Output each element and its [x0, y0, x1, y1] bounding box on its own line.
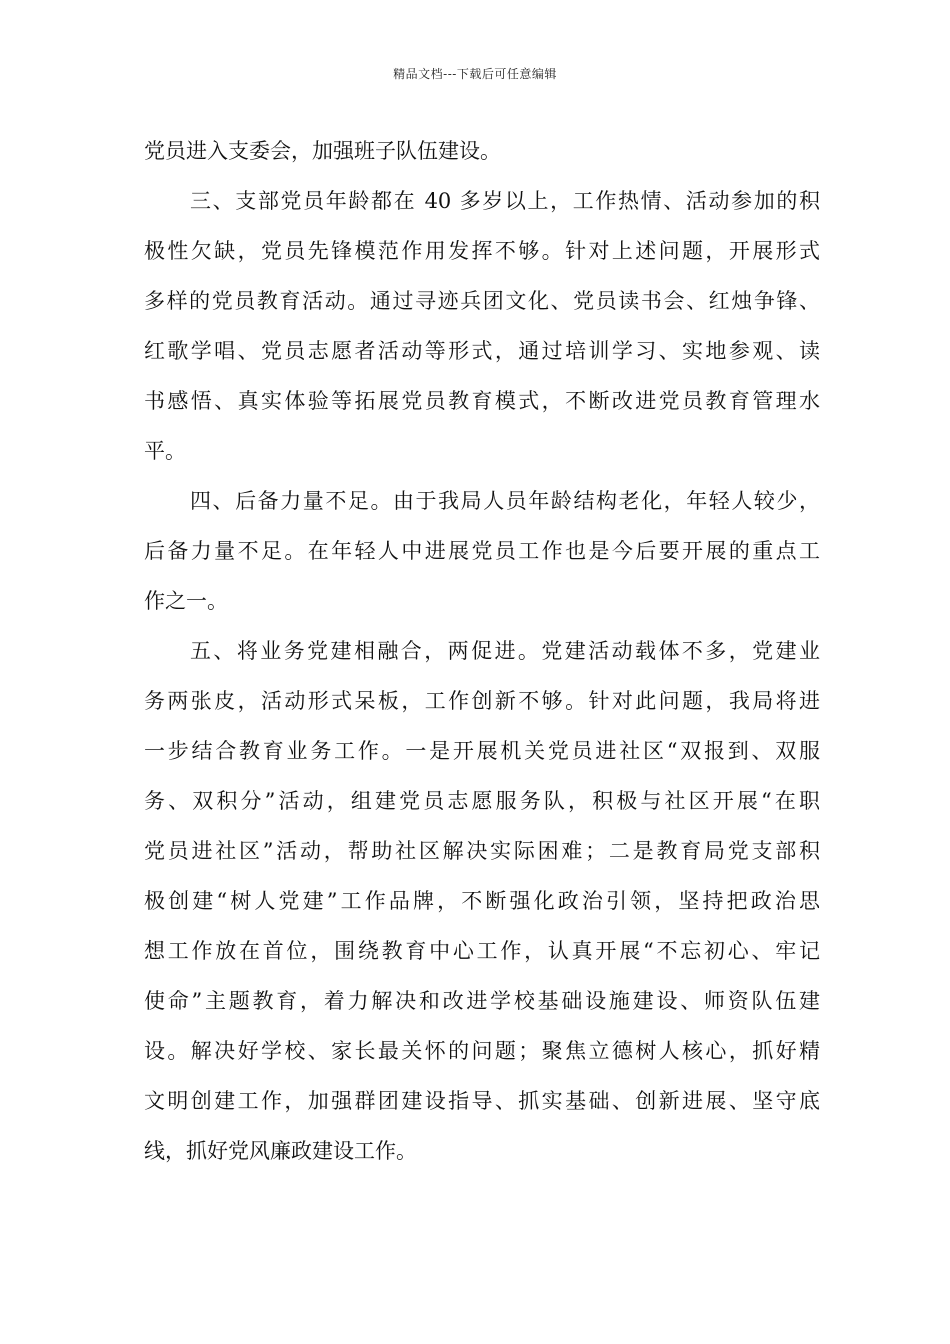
text-line: 想工作放在首位，围绕教育中心工作，认真开展“不忘初心、牢记 — [144, 939, 820, 963]
text-line: 务、双积分”活动，组建党员志愿服务队，积极与社区开展“在职 — [144, 789, 820, 813]
text-line: 党员进社区”活动，帮助社区解决实际困难；二是教育局党支部积 — [144, 839, 820, 863]
text-line: 四、后备力量不足。由于我局人员年龄结构老化，年轻人较少， — [190, 489, 820, 513]
text-line: 书感悟、真实体验等拓展党员教育模式，不断改进党员教育管理水 — [144, 389, 820, 413]
text-line: 线，抓好党风廉政建设工作。 — [144, 1139, 417, 1163]
page-header: 精品文档---下载后可任意编辑 — [393, 67, 557, 81]
text-line: 一步结合教育业务工作。一是开展机关党员进社区“双报到、双服 — [144, 739, 820, 763]
text-line: 五、将业务党建相融合，两促进。党建活动载体不多，党建业 — [190, 639, 820, 663]
text-line: 极创建“树人党建”工作品牌，不断强化政治引领，坚持把政治思 — [144, 889, 820, 913]
text-line: 红歌学唱、党员志愿者活动等形式，通过培训学习、实地参观、读 — [144, 339, 820, 363]
text-line: 极性欠缺，党员先锋模范作用发挥不够。针对上述问题，开展形式 — [144, 239, 820, 263]
text-line: 务两张皮，活动形式呆板，工作创新不够。针对此问题，我局将进 — [144, 689, 820, 713]
text-line: 多样的党员教育活动。通过寻迹兵团文化、党员读书会、红烛争锋、 — [144, 289, 820, 313]
text-line: 后备力量不足。在年轻人中进展党员工作也是今后要开展的重点工 — [144, 539, 820, 563]
text-line: 党员进入支委会，加强班子队伍建设。 — [144, 139, 501, 163]
text-line: 使命”主题教育，着力解决和改进学校基础设施建设、师资队伍建 — [144, 989, 820, 1013]
text-line: 设。解决好学校、家长最关怀的问题；聚焦立德树人核心，抓好精 — [144, 1039, 820, 1063]
text-line: 作之一。 — [144, 589, 228, 613]
text-line: 三、支部党员年龄都在 40 多岁以上，工作热情、活动参加的积 — [190, 189, 820, 213]
text-line: 文明创建工作，加强群团建设指导、抓实基础、创新进展、坚守底 — [144, 1089, 820, 1113]
document-body — [144, 131, 820, 1181]
text-line: 平。 — [144, 439, 186, 463]
